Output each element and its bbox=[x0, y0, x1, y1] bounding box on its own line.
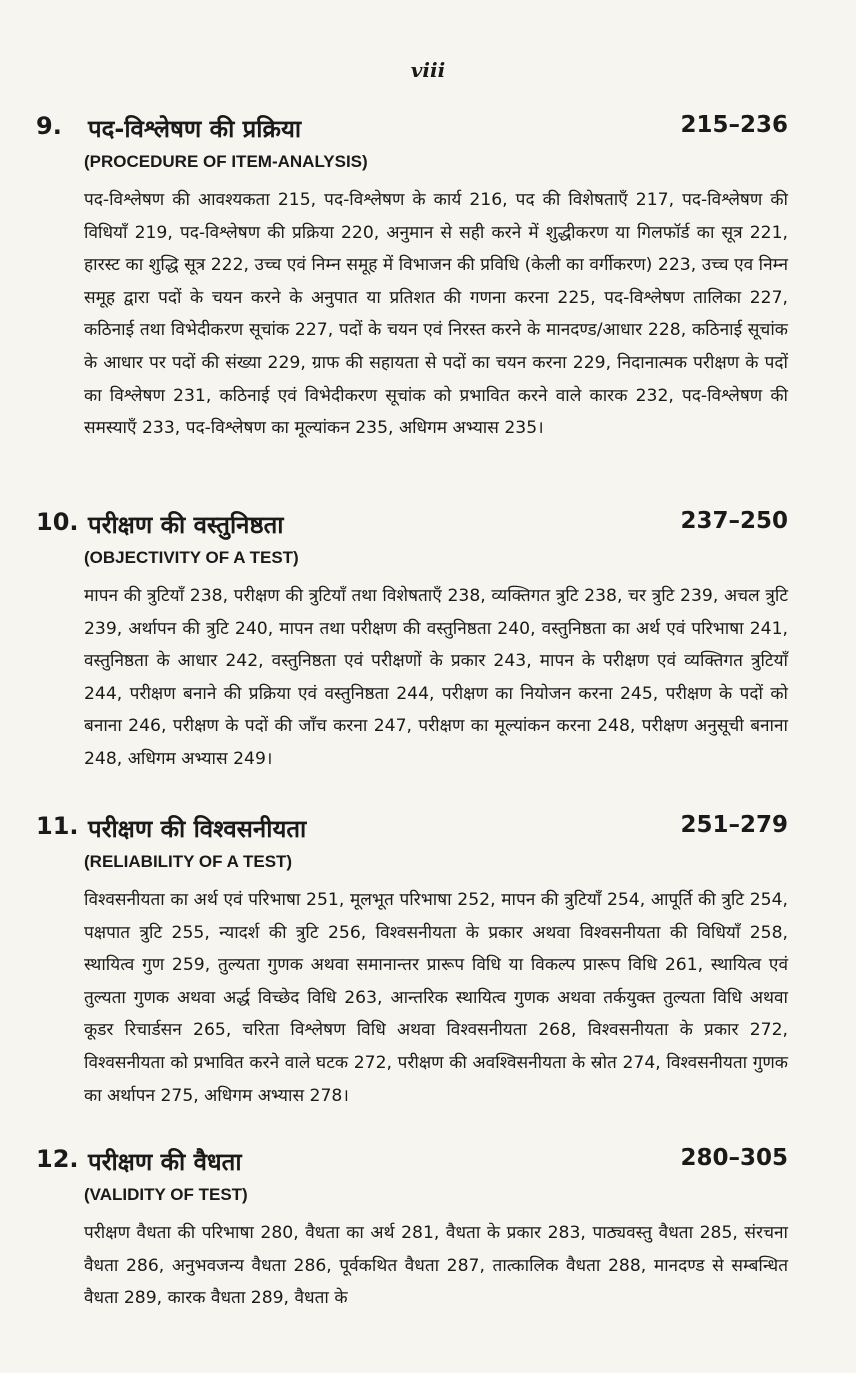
chapter-contents: परीक्षण वैधता की परिभाषा 280, वैधता का अर्थ 281, वैधता के प्रकार 283, पाठ्यवस्तु वैधता 285, संरचना वैधता 286, अनुभवजन्य वैधता 286, पूर्वकथित वैधता 287, तात्कालिक वैधता 288, मानदण्ड से सम्बन्धित वैधता 289, कारक वैधता 289, वैधता के bbox=[84, 1223, 788, 1309]
chapter-number: 12. bbox=[36, 1145, 79, 1173]
chapter-page-range: 280–305 bbox=[680, 1145, 788, 1171]
chapter-number: 9. bbox=[36, 112, 62, 140]
chapter-title: परीक्षण की वैधता bbox=[88, 1148, 242, 1176]
chapter-page-range: 237–250 bbox=[680, 508, 788, 534]
chapter-12 bbox=[36, 1145, 788, 1315]
chapter-title: पद-विश्लेषण की प्रक्रिया bbox=[88, 115, 302, 143]
chapter-title: परीक्षण की वस्तुनिष्ठता bbox=[88, 511, 284, 539]
chapter-number: 10. bbox=[36, 508, 79, 536]
chapter-subtitle: (VALIDITY OF TEST) bbox=[84, 1185, 248, 1204]
chapter-10 bbox=[36, 508, 788, 776]
chapter-page-range: 251–279 bbox=[680, 812, 788, 838]
chapter-9 bbox=[36, 112, 788, 445]
chapter-11 bbox=[36, 812, 788, 1112]
chapter-contents: पद-विश्लेषण की आवश्यकता 215, पद-विश्लेषण के कार्य 216, पद की विशेषताएँ 217, पद-विश्लेषण की विधियाँ 219, पद-विश्लेषण की प्रक्रिया 220, अनुमान से सही करने में शुद्धीकरण या गिलफॉर्ड का सूत्र 221, हारस्ट का शुद्धि सूत्र 222, उच्च एवं निम्न समूह में विभाजन की प्रविधि (केली का वर्गीकरण) 223, उच्च एव निम्न समूह द्वारा पदों के चयन करने के अनुपात या प्रतिशत की गणना करना 225, पद-विश्लेषण तालिका 227, कठिनाई तथा विभेदीकरण सूचांक 227, पदों के चयन एवं निरस्त करने के मानदण्ड/आधार 228, कठिनाई सूचांक के आधार पर पदों की संख्या 229, ग्राफ की सहायता से पदों का चयन करना 229, निदानात्मक परीक्षण के पदों का विश्लेषण 231, कठिनाई एवं विभेदीकरण सूचांक को प्रभावित करने वाले कारक 232, पद-विश्लेषण की समस्याएँ 233, पद-विश्लेषण का मूल्यांकन 235, अधिगम अभ्यास 235। bbox=[84, 190, 788, 439]
chapter-number: 11. bbox=[36, 812, 79, 840]
chapter-heading bbox=[36, 1145, 788, 1181]
chapter-page-range: 215–236 bbox=[680, 112, 788, 138]
chapter-subtitle: (OBJECTIVITY OF A TEST) bbox=[84, 548, 299, 567]
chapter-subtitle: (RELIABILITY OF A TEST) bbox=[84, 852, 293, 871]
chapter-contents: मापन की त्रुटियाँ 238, परीक्षण की त्रुटियाँ तथा विशेषताएँ 238, व्यक्तिगत त्रुटि 238, चर त्रुटि 239, अचल त्रुटि 239, अर्थापन की त्रुटि 240, मापन तथा परीक्षण की वस्तुनिष्ठता 240, वस्तुनिष्ठता का अर्थ एवं परिभाषा 241, वस्तुनिष्ठता के आधार 242, वस्तुनिष्ठता एवं परीक्षणों के प्रकार 243, मापन के परीक्षण एवं व्यक्तिगत त्रुटियाँ 244, परीक्षण बनाने की प्रक्रिया एवं वस्तुनिष्ठता 244, परीक्षण का नियोजन करना 245, परीक्षण के पदों को बनाना 246, परीक्षण के पदों की जाँच करना 247, परीक्षण का मूल्यांकन करना 248, परीक्षण अनुसूची बनाना 248, अधिगम अभ्यास 249। bbox=[84, 586, 788, 769]
chapter-contents: विश्वसनीयता का अर्थ एवं परिभाषा 251, मूलभूत परिभाषा 252, मापन की त्रुटियाँ 254, आपूर्ति की त्रुटि 254, पक्षपात त्रुटि 255, न्यादर्श की त्रुटि 256, विश्वसनीयता के प्रकार अथवा विश्वसनीयता की विधियाँ 258, स्थायित्व गुण 259, तुल्यता गुणक अथवा समानान्तर प्रारूप विधि या विकल्प प्रारूप विधि 261, स्थायित्व एवं तुल्यता गुणक अथवा अर्द्ध विच्छेद विधि 263, आन्तरिक स्थायित्व गुणक अथवा तर्कयुक्त तुल्यता विधि अथवा कूडर रिचार्डसन 265, चरिता विश्लेषण विधि अथवा विश्वसनीयता 268, विश्वसनीयता के प्रकार 272, विश्वसनीयता को प्रभावित करने वाले घटक 272, परीक्षण की अवश्विसनीयता के स्रोत 274, विश्वसनीयता गुणक का अर्थापन 275, अधिगम अभ्यास 278। bbox=[84, 890, 788, 1106]
chapter-heading bbox=[36, 812, 788, 848]
chapter-title: परीक्षण की विश्वसनीयता bbox=[88, 815, 307, 843]
chapter-subtitle: (PROCEDURE OF ITEM-ANALYSIS) bbox=[84, 152, 368, 171]
chapter-heading bbox=[36, 112, 788, 148]
page-number: viii bbox=[410, 58, 446, 82]
chapter-heading bbox=[36, 508, 788, 544]
